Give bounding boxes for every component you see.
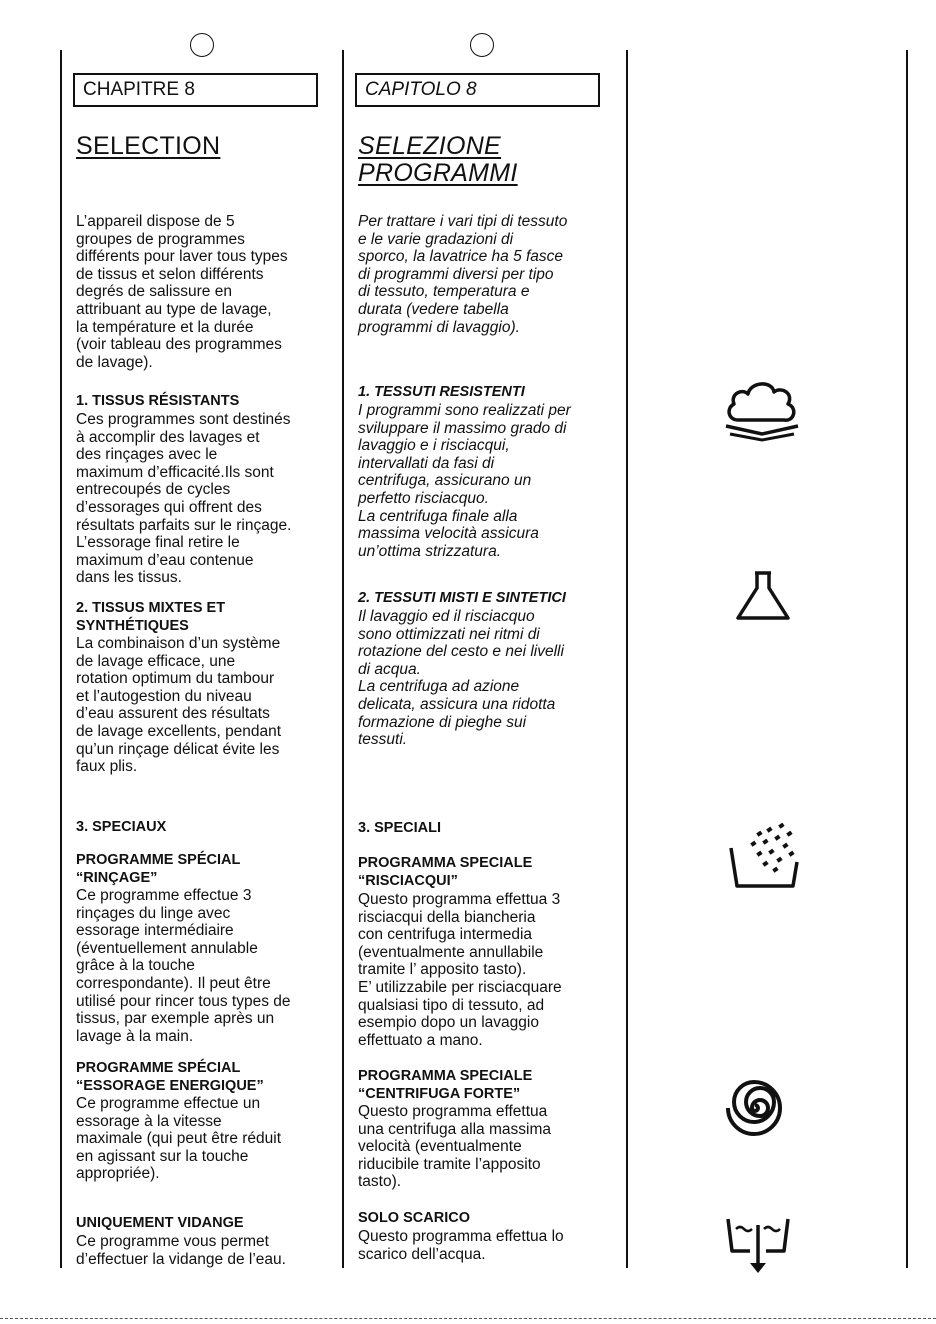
column-divider-edge <box>906 50 908 1268</box>
program-heading-it-drain: SOLO SCARICO <box>358 1210 470 1226</box>
spin-spiral-icon <box>723 1076 787 1140</box>
section-heading-fr-2: 2. TISSUS MIXTES ET SYNTHÉTIQUES <box>76 600 226 634</box>
page-title-fr: SELECTION <box>76 132 221 160</box>
section-text-fr-2: La combinaison d’un système de lavage efficace, une rotation optimum du tambour et l’autogestion du niveau d’eau assurent des résultats de lavage excellents, pendant qu’un rinçage délicat évite les faux plis. <box>76 635 282 776</box>
program-heading-fr-spin: PROGRAMME SPÉCIAL “ESSORAGE ENERGIQUE” <box>76 1060 264 1094</box>
section-text-fr-1: Ces programmes sont destinés à accomplir des lavages et des rinçages avec le maximum d’efficacité.Ils sont entrecoupés de cycles d’essorages qui offrent des résultats parfaits sur le rinçage. L’essorage final retire le maximum d’eau contenue dans les tissus. <box>76 411 292 587</box>
drain-icon <box>722 1213 794 1277</box>
section-text-it-2: Il lavaggio ed il risciacquo sono ottimizzati nei ritmi di rotazione del cesto e nei livelli di acqua. La centrifuga ad azione delicata, assicura una ridotta formazione di pieghe sui tessuti. <box>358 608 564 749</box>
intro-text-it: Per trattare i vari tipi di tessuto e le varie gradazioni di sporco, la lavatrice ha 5 fasce di programmi diversi per tipo di tessuto, temperatura e durata (vedere tabella programmi di lavaggio). <box>358 213 568 336</box>
page-bottom-dashed-line <box>0 1318 936 1319</box>
page-title-it: SELEZIONE PROGRAMMI <box>358 132 518 187</box>
program-heading-fr-rinse: PROGRAMME SPÉCIAL “RINÇAGE” <box>76 852 241 886</box>
section-heading-it-1: 1. TESSUTI RESISTENTI <box>358 384 525 400</box>
program-text-fr-drain: Ce programme vous permet d’effectuer la vidange de l’eau. <box>76 1233 286 1268</box>
language-flag-circle-it <box>470 33 494 57</box>
cotton-icon <box>722 376 802 442</box>
chapter-label-fr: CHAPITRE 8 <box>83 79 195 100</box>
program-heading-it-spin: PROGRAMMA SPECIALE “CENTRIFUGA FORTE” <box>358 1068 533 1102</box>
program-heading-fr-drain: UNIQUEMENT VIDANGE <box>76 1215 244 1231</box>
section-heading-fr-1: 1. TISSUS RÉSISTANTS <box>76 393 240 409</box>
intro-text-fr: L’appareil dispose de 5 groupes de programmes différents pour laver tous types de tissus et selon différents degrés de salissure en attribuant au type de lavage, la température et la durée (voir tableau des programmes de lavage). <box>76 213 288 371</box>
chapter-box-it <box>355 73 600 107</box>
program-text-it-rinse: Questo programma effettua 3 risciacqui della biancheria con centrifuga intermedia (eventualmente annullabile tramite l’ apposito tasto). E’ utilizzabile per risciacquare qualsiasi tipo di tessuto, ad esempio dopo un lavaggio effettuato a mano. <box>358 891 562 1049</box>
program-heading-it-rinse: PROGRAMMA SPECIALE “RISCIACQUI” <box>358 855 533 889</box>
program-text-fr-rinse: Ce programme effectue 3 rinçages du linge avec essorage intermédiaire (éventuellement annulable grâce à la touche correspondante). Il peut être utilisé pour rincer tous types de tissus, par exemple après un lavage à la main. <box>76 887 291 1045</box>
rinse-shower-icon <box>727 822 801 890</box>
section-text-it-1: I programmi sono realizzati per sviluppare il massimo grado di lavaggio e i risciacqui, intervallati da fasi di centrifuga, assicurano un perfetto risciacquo. La centrifuga finale alla massima velocità assicura un’ottima strizzatura. <box>358 402 571 560</box>
section-heading-it-3: 3. SPECIALI <box>358 820 441 836</box>
chapter-label-it: CAPITOLO 8 <box>365 79 477 100</box>
column-divider-left <box>60 50 62 1268</box>
program-text-fr-spin: Ce programme effectue un essorage à la vitesse maximale (qui peut être réduit en agissant sur la touche appropriée). <box>76 1095 282 1183</box>
chapter-box-fr <box>73 73 318 107</box>
synthetic-flask-icon <box>733 570 793 622</box>
section-heading-it-2: 2. TESSUTI MISTI E SINTETICI <box>358 590 566 606</box>
program-text-it-spin: Questo programma effettua una centrifuga alla massima velocità (eventualmente riducibile tramite l’apposito tasto). <box>358 1103 551 1191</box>
program-text-it-drain: Questo programma effettua lo scarico dell’acqua. <box>358 1228 564 1263</box>
column-divider-right <box>626 50 628 1268</box>
column-divider-middle <box>342 50 344 1268</box>
language-flag-circle-fr <box>190 33 214 57</box>
section-heading-fr-3: 3. SPECIAUX <box>76 819 167 835</box>
